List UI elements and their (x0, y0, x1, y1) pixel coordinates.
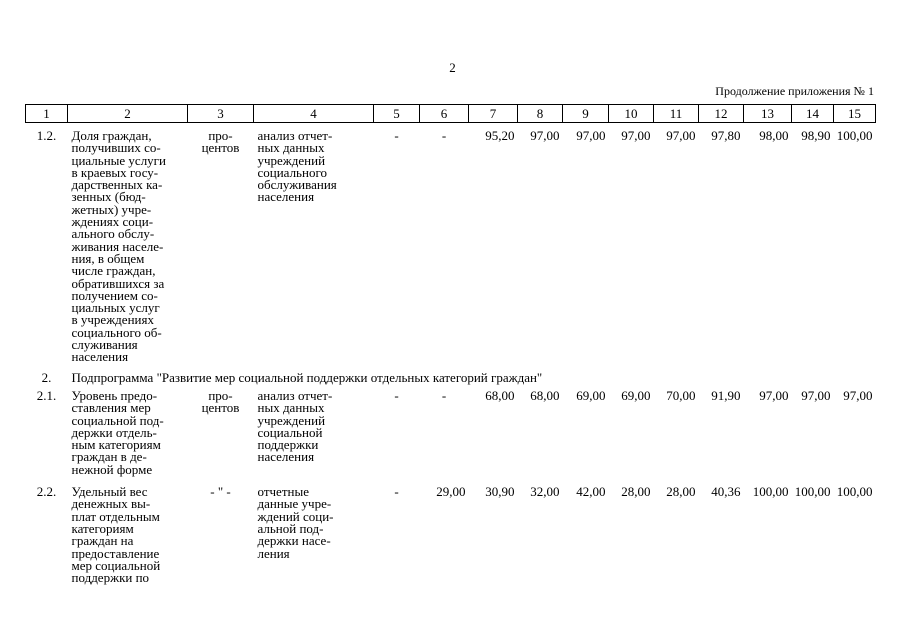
header-row (26, 105, 876, 123)
page-number: 2 (449, 60, 456, 75)
indicator-name-line: получением со- (71, 287, 158, 303)
value-col-14: 100,00 (794, 484, 831, 500)
indicator-name-line: циальных услуг (71, 300, 160, 316)
data-source-line: социальной (257, 424, 323, 440)
subprogram-row (26, 364, 876, 384)
data-source-line: ления (257, 545, 290, 561)
value-col-7: 68,00 (485, 387, 515, 403)
indicator-name-line: жетных) учре- (71, 201, 152, 217)
table-row (26, 123, 876, 364)
value-col-10: 69,00 (621, 387, 651, 403)
data-source-line: анализ отчет- (257, 387, 333, 403)
indicator-name-line: обратившихся за (71, 275, 165, 291)
column-header-5: 5 (374, 105, 420, 123)
indicator-name-line: ставления мер (71, 400, 151, 416)
indicator-name-line: категориям (71, 520, 134, 536)
indicator-name-line: ния, в общем (71, 250, 145, 266)
column-header-2: 2 (68, 105, 188, 123)
data-source-line: данные учре- (257, 496, 332, 512)
value-col-10: 28,00 (621, 484, 651, 500)
continuation-note: Продолжение приложения № 1 (715, 84, 874, 98)
data-source-line: альной под- (257, 520, 324, 536)
indicator-name-line: служивания (71, 337, 138, 353)
row-number: 2.1. (36, 387, 57, 403)
column-header-7: 7 (469, 105, 518, 123)
value-col-6: - (441, 387, 447, 403)
indicator-name-line: циальные услуги (71, 152, 166, 168)
table-row (26, 476, 876, 584)
indicator-name-line: живания населе- (71, 238, 164, 254)
value-col-11: 97,00 (666, 128, 696, 143)
column-header-10: 10 (609, 105, 654, 123)
value-col-15: 100,00 (836, 484, 873, 500)
indicator-name-line: дарственных ка- (71, 177, 163, 193)
unit-of-measure-line: про- (208, 387, 233, 403)
unit-of-measure (188, 476, 254, 584)
data-source (254, 384, 374, 476)
value-col-8: 97,00 (530, 128, 560, 143)
indicator-name-line: ального обслу- (71, 226, 155, 242)
value-col-11: 70,00 (666, 387, 696, 403)
indicator-name-line: нежной форме (71, 461, 153, 477)
unit-of-measure-line: - " - (210, 484, 231, 500)
unit-of-measure-line: про- (208, 128, 233, 143)
table-row (26, 384, 876, 476)
data-source-line: населения (257, 189, 315, 205)
indicator-name-line: Удельный вес (71, 484, 148, 500)
value-col-6: - (441, 128, 447, 143)
indicator-name (68, 384, 188, 476)
column-header-12: 12 (699, 105, 744, 123)
indicator-name-line: Доля граждан, (71, 128, 152, 143)
value-col-14: 97,00 (801, 387, 831, 403)
column-header-3: 3 (188, 105, 254, 123)
data-source-line: учреждений (257, 152, 326, 168)
value-col-13: 97,00 (759, 387, 789, 403)
value-col-12: 40,36 (711, 484, 741, 500)
indicator-name-line: социального об- (71, 324, 162, 340)
data-source-line: ных данных (257, 400, 325, 416)
unit-of-measure (188, 384, 254, 476)
value-col-10: 97,00 (621, 128, 651, 143)
value-col-8: 32,00 (530, 484, 560, 500)
indicator-name (68, 476, 188, 584)
data-source-line: ждений соци- (257, 508, 334, 524)
row-number: 2.2. (36, 484, 57, 500)
column-header-14: 14 (792, 105, 834, 123)
data-source-line: анализ отчет- (257, 128, 333, 143)
value-col-15: 100,00 (836, 128, 873, 143)
value-col-5: - (394, 128, 399, 143)
column-header-13: 13 (744, 105, 792, 123)
column-header-11: 11 (654, 105, 699, 123)
data-source-line: социального (257, 164, 327, 180)
indicators-table (25, 104, 876, 584)
value-col-5: - (394, 387, 399, 403)
unit-of-measure (188, 123, 254, 364)
value-col-11: 28,00 (666, 484, 696, 500)
column-header-1: 1 (26, 105, 68, 123)
row-number: 1.2. (36, 128, 57, 143)
data-source-line: населения (257, 449, 315, 465)
indicator-name-line: плат отдельным (71, 508, 160, 524)
indicator-name-line: ждениях соци- (71, 214, 154, 230)
value-col-6: 29,00 (436, 484, 466, 500)
column-header-8: 8 (518, 105, 563, 123)
data-source (254, 123, 374, 364)
indicator-name-line: поддержки по (71, 570, 150, 586)
unit-of-measure-line: центов (201, 400, 240, 416)
indicator-name-line: в учреждениях (71, 312, 154, 328)
indicator-name-line: граждан в де- (71, 449, 147, 465)
value-col-15: 97,00 (843, 387, 873, 403)
data-source-line: обслуживания (257, 177, 337, 193)
indicator-name-line: мер социальной (71, 557, 161, 573)
indicator-name-line: социальной под- (71, 412, 164, 428)
value-col-9: 69,00 (576, 387, 606, 403)
data-source-line: поддержки (257, 437, 319, 453)
value-col-9: 97,00 (576, 128, 606, 143)
indicator-name-line: получивших со- (71, 140, 161, 156)
subprogram-title: Подпрограмма "Развитие мер социальной поддержки отдельных категорий граждан" (71, 369, 543, 385)
indicator-name-line: денежных вы- (71, 496, 151, 512)
data-source-line: ных данных (257, 140, 325, 156)
indicator-name-line: предоставление (71, 545, 160, 561)
value-col-5: - (394, 484, 399, 500)
value-col-13: 100,00 (752, 484, 789, 500)
indicator-name-line: числе граждан, (71, 263, 156, 279)
indicator-name-line: граждан на (71, 533, 134, 549)
data-source-line: отчетные (257, 484, 309, 500)
value-col-8: 68,00 (530, 387, 560, 403)
column-header-6: 6 (420, 105, 469, 123)
value-col-13: 98,00 (759, 128, 789, 143)
value-col-7: 95,20 (485, 128, 515, 143)
column-header-9: 9 (563, 105, 609, 123)
indicator-name-line: ным категориям (71, 437, 161, 453)
value-col-9: 42,00 (576, 484, 606, 500)
data-source (254, 476, 374, 584)
indicator-name-line: держки отдель- (71, 424, 157, 440)
value-col-12: 97,80 (711, 128, 741, 143)
indicator-name (68, 123, 188, 364)
column-header-15: 15 (834, 105, 876, 123)
data-source-line: учреждений (257, 412, 326, 428)
column-header-4: 4 (254, 105, 374, 123)
value-col-14: 98,90 (801, 128, 831, 143)
indicator-name-line: Уровень предо- (71, 387, 158, 403)
data-source-line: держки насе- (257, 533, 331, 549)
subprogram-number: 2. (41, 369, 52, 385)
indicator-name-line: населения (71, 349, 129, 365)
value-col-7: 30,90 (485, 484, 515, 500)
indicator-name-line: в краевых госу- (71, 164, 159, 180)
unit-of-measure-line: центов (201, 140, 240, 156)
value-col-12: 91,90 (711, 387, 741, 403)
indicator-name-line: зенных (бюд- (71, 189, 146, 205)
